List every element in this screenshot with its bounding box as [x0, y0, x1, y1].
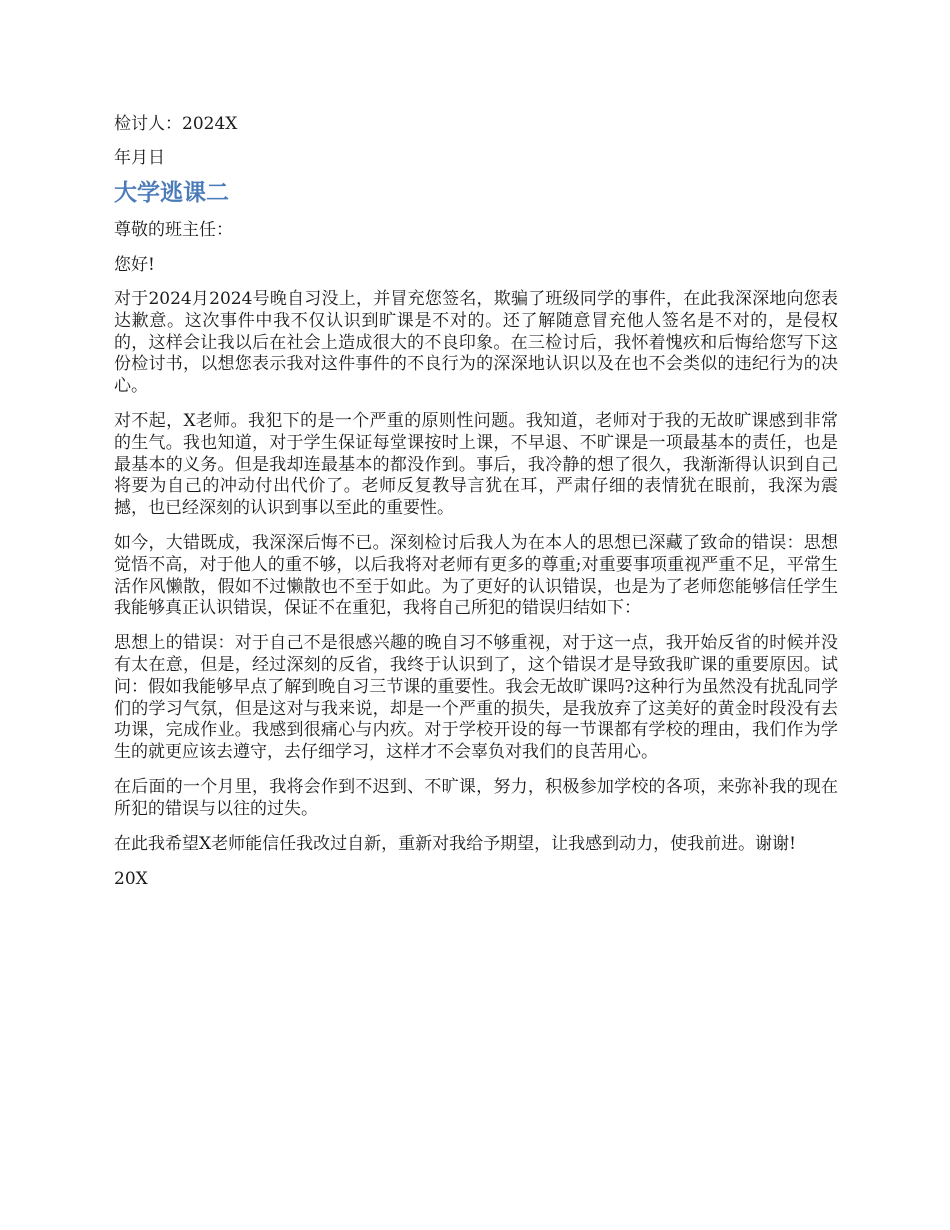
closing-signature: 20X [114, 869, 148, 890]
document-title: 大学逃课二 [114, 180, 229, 206]
signer-line: 检讨人：2024X [114, 114, 238, 134]
date-line: 年月日 [114, 148, 165, 168]
body-paragraph-6: 在此我希望X老师能信任我改过自新，重新对我给予期望，让我感到动力，使我前进。谢谢! [114, 833, 796, 854]
body-paragraph-1: 对于2024月2024号晚自习没上，并冒充您签名，欺骗了班级同学的事件，在此我深深地向您表达歉意。这次事件中我不仅认识到旷课是不对的。还了解随意冒充他人签名是不对的，是侵权的，这样会让我以后在社会上造成很大的不良印象。在三检讨后，我怀着愧疚和后悔给您写下这份检讨书，以想您表示我对这件事件的不良行为的深深地认识以及在也不会类似的违纪行为的决心。 [114, 289, 838, 397]
body-paragraph-2: 对不起，X老师。我犯下的是一个严重的原则性问题。我知道，老师对于我的无故旷课感到非常的生气。我也知道，对于学生保证每堂课按时上课，不早退、不旷课是一项最基本的责任，也是最基本的义务。但是我却连最基本的都没作到。事后，我冷静的想了很久，我渐渐得认识到自己将要为自己的冲动付出代价了。老师反复教导言犹在耳，严肃仔细的表情犹在眼前，我深为震撼，也已经深刻的认识到事以至此的重要性。 [114, 410, 838, 519]
body-paragraph-3: 如今，大错既成，我深深后悔不已。深刻检讨后我人为在本人的思想已深藏了致命的错误：思想觉悟不高，对于他人的重不够，以后我将对老师有更多的尊重;对重要事项重视严重不足，平常生活作风懒散，假如不过懒散也不至于如此。为了更好的认识错误，也是为了老师您能够信任学生我能够真正认识错误，保证不在重犯，我将自己所犯的错误归结如下： [114, 532, 838, 619]
body-paragraph-4: 思想上的错误：对于自己不是很感兴趣的晚自习不够重视，对于这一点，我开始反省的时候并没有太在意，但是，经过深刻的反省，我终于认识到了，这个错误才是导致我旷课的重要原因。试问：假如我能够早点了解到晚自习三节课的重要性。我会无故旷课吗?这种行为虽然没有扰乱同学们的学习气氛，但是这对与我来说，却是一个严重的损失，是我放弃了这美好的黄金时段没有去功课，完成作业。我感到很痛心与内疚。对于学校开设的每一节课都有学校的理由，我们作为学生的就更应该去遵守，去仔细学习，这样才不会辜负对我们的良苦用心。 [114, 633, 838, 763]
salutation: 尊敬的班主任： [114, 220, 233, 240]
greeting: 您好! [114, 255, 155, 275]
body-paragraph-5: 在后面的一个月里，我将会作到不迟到、不旷课，努力，积极参加学校的各项，来弥补我的现在所犯的错误与以往的过失。 [114, 776, 838, 819]
